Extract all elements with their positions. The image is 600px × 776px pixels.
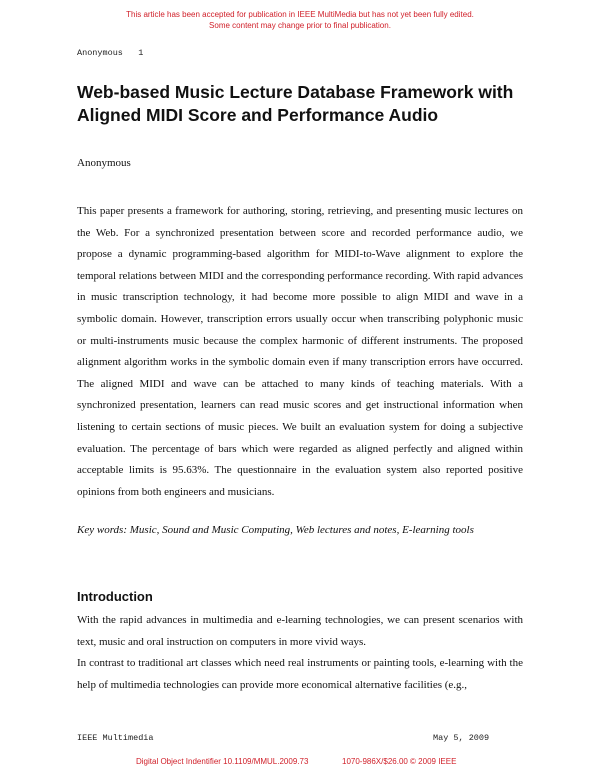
footer-date: May 5, 2009 [433, 733, 490, 743]
notice-line-1: This article has been accepted for publication in IEEE MultiMedia but has not yet been fully edited. [126, 10, 474, 19]
publication-notice [0, 9, 600, 31]
paper-title: Web-based Music Lecture Database Framework with Aligned MIDI Score and Performance Audio [77, 82, 514, 125]
running-header: Anonymous 1 [77, 48, 144, 58]
introduction-body [77, 610, 523, 696]
footer-doi: Digital Object Indentifier 10.1109/MMUL.2009.73 [136, 757, 309, 766]
footer-issn: 1070-986X/$26.00 © 2009 IEEE [342, 757, 457, 766]
intro-paragraph-2: In contrast to traditional art classes which need real instruments or painting tools, e-learning with the help of multimedia technologies can provide more economical alternative facilities (e.g., [77, 657, 523, 691]
keywords: Key words: Music, Sound and Music Computing, Web lectures and notes, E-learning tools [77, 524, 474, 536]
footer-journal: IEEE Multimedia [77, 733, 154, 743]
author: Anonymous [77, 157, 131, 169]
intro-paragraph-1: With the rapid advances in multimedia and e-learning technologies, we can present scenarios with text, music and oral instruction on computers in more vivid ways. [77, 614, 523, 648]
notice-line-2: Some content may change prior to final publication. [209, 21, 391, 30]
abstract: This paper presents a framework for authoring, storing, retrieving, and presenting music lectures on the Web. For a synchronized presentation between score and recorded performance audio, we propose a dynamic programming-based algorithm for MIDI-to-Wave alignment to explore the temporal relations between MIDI and the corresponding performance recording. With rapid advances in music transcription technology, it had become more possible to align MIDI and wave in a symbolic domain. However, transcription errors usually occur when transcribing polyphonic music or multi-instruments music because the complex harmonic of different instruments. The proposed alignment algorithm works in the symbolic domain even if many transcription errors have occurred. The aligned MIDI and wave can be attached to many kinds of teaching materials. With a synchronized presentation, learners can read music scores and get instructional information when listening to certain sections of music pieces. We built an evaluation system for doing a subjective evaluation. The percentage of bars which were regarded as aligned perfectly and aligned within acceptable limits is 95.63%. The questionnaire in the evaluation system also reported positive opinions from both engineers and musicians. [77, 205, 523, 498]
section-heading-introduction: Introduction [77, 589, 153, 604]
